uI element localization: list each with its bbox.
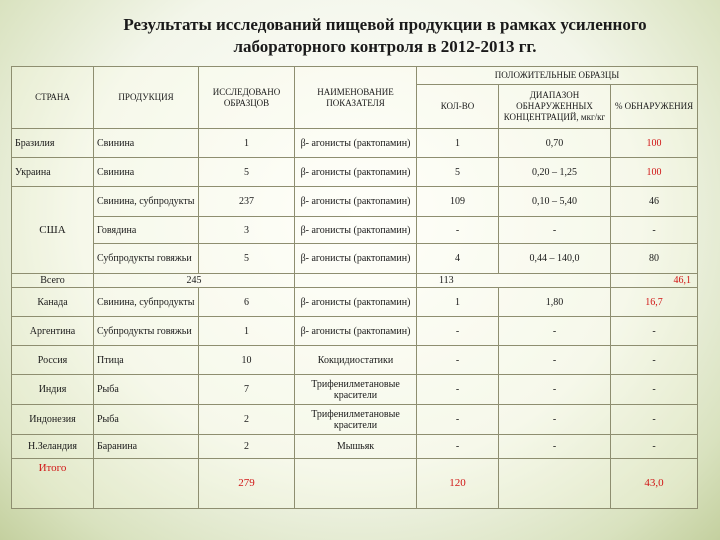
cell-indicator: β- агонисты (рактопамин)	[295, 129, 417, 158]
cell-product: Говядина	[94, 217, 199, 244]
cell-product: Свинина	[94, 129, 199, 158]
cell-product: Субпродукты говяжьи	[94, 244, 199, 274]
cell-percent: -	[611, 405, 698, 435]
cell-count: -	[417, 375, 499, 405]
cell-count: -	[417, 405, 499, 435]
cell-indicator: β- агонисты (рактопамин)	[295, 217, 417, 244]
cell-samples: 237	[199, 187, 295, 217]
cell-range: 0,70	[499, 129, 611, 158]
table-row	[12, 129, 698, 158]
cell-range: -	[499, 317, 611, 346]
header-country: СТРАНА	[12, 67, 94, 129]
cell-percent: -	[611, 217, 698, 244]
cell-indicator: β- агонисты (рактопамин)	[295, 288, 417, 317]
title-line-2: лабораторного контроля в 2012-2013 гг.	[233, 37, 537, 56]
cell-indicator: β- агонисты (рактопамин)	[295, 317, 417, 346]
table-row	[12, 435, 698, 459]
cell-product: Рыба	[94, 405, 199, 435]
cell-count: -	[417, 346, 499, 375]
cell-count: 1	[417, 129, 499, 158]
total-label: Всего	[12, 274, 94, 288]
grand-total-percent: 43,0	[611, 459, 698, 509]
cell-indicator: Трифенилметановые красители	[295, 405, 417, 435]
header-count: КОЛ-ВО	[417, 85, 499, 129]
cell-country: Россия	[12, 346, 94, 375]
cell-range: 0,20 – 1,25	[499, 158, 611, 187]
grand-total-row	[12, 459, 698, 509]
cell-percent: -	[611, 317, 698, 346]
header-indicator: НАИМЕНОВАНИЕ ПОКАЗАТЕЛЯ	[295, 67, 417, 129]
header-positive: ПОЛОЖИТЕЛЬНЫЕ ОБРАЗЦЫ	[417, 67, 698, 85]
cell-percent: 46	[611, 187, 698, 217]
cell-percent: 100	[611, 158, 698, 187]
cell-count: 5	[417, 158, 499, 187]
cell-range: -	[499, 346, 611, 375]
cell-samples: 10	[199, 346, 295, 375]
cell-range: -	[499, 435, 611, 459]
cell-country: США	[12, 187, 94, 274]
total-count: 113	[417, 274, 611, 288]
cell-count: -	[417, 435, 499, 459]
cell-indicator: Мышьяк	[295, 435, 417, 459]
cell-range: -	[499, 405, 611, 435]
cell-samples: 6	[199, 288, 295, 317]
results-table	[11, 66, 698, 509]
cell-percent: 100	[611, 129, 698, 158]
cell-indicator: β- агонисты (рактопамин)	[295, 244, 417, 274]
cell-indicator: Трифенилметановые красители	[295, 375, 417, 405]
header-product: ПРОДУКЦИЯ	[94, 67, 199, 129]
table-row	[12, 158, 698, 187]
cell-country: Украина	[12, 158, 94, 187]
total-samples: 245	[94, 274, 295, 288]
cell-product: Субпродукты говяжьи	[94, 317, 199, 346]
cell-product: Птица	[94, 346, 199, 375]
total-row	[12, 274, 698, 288]
table-row	[12, 288, 698, 317]
grand-total-samples: 279	[199, 459, 295, 509]
header-range: ДИАПАЗОН ОБНАРУЖЕННЫХ КОНЦЕНТРАЦИЙ, мкг/кг	[499, 85, 611, 129]
total-percent: 46,1	[611, 274, 698, 288]
table-row	[12, 346, 698, 375]
table-row	[12, 317, 698, 346]
cell-indicator: β- агонисты (рактопамин)	[295, 158, 417, 187]
cell-product: Рыба	[94, 375, 199, 405]
header-row-1	[12, 67, 698, 85]
cell-product: Свинина, субпродукты	[94, 187, 199, 217]
cell-country: Индия	[12, 375, 94, 405]
header-samples: ИССЛЕДОВАНО ОБРАЗЦОВ	[199, 67, 295, 129]
title-line-1: Результаты исследований пищевой продукции в рамках усиленного	[123, 15, 647, 34]
cell-country: Индонезия	[12, 405, 94, 435]
header-percent: % ОБНАРУЖЕНИЯ	[611, 85, 698, 129]
cell-samples: 5	[199, 158, 295, 187]
cell-percent: -	[611, 435, 698, 459]
cell-range: 1,80	[499, 288, 611, 317]
cell-count: 1	[417, 288, 499, 317]
cell-percent: -	[611, 346, 698, 375]
cell-count: 109	[417, 187, 499, 217]
table-row	[12, 405, 698, 435]
grand-total-label: Итого	[12, 459, 94, 509]
cell-percent: 80	[611, 244, 698, 274]
cell-range: -	[499, 375, 611, 405]
cell-samples: 1	[199, 317, 295, 346]
cell-samples: 3	[199, 217, 295, 244]
table-row	[12, 244, 698, 274]
cell-country: Аргентина	[12, 317, 94, 346]
cell-count: -	[417, 317, 499, 346]
cell-samples: 7	[199, 375, 295, 405]
cell-count: -	[417, 217, 499, 244]
cell-percent: 16,7	[611, 288, 698, 317]
cell-range: 0,44 – 140,0	[499, 244, 611, 274]
cell-samples: 5	[199, 244, 295, 274]
table-row	[12, 217, 698, 244]
cell-product: Свинина	[94, 158, 199, 187]
cell-percent: -	[611, 375, 698, 405]
table-row	[12, 187, 698, 217]
cell-product: Свинина, субпродукты	[94, 288, 199, 317]
cell-country: Н.Зеландия	[12, 435, 94, 459]
cell-range: -	[499, 217, 611, 244]
table-row	[12, 375, 698, 405]
cell-samples: 2	[199, 435, 295, 459]
page-title	[60, 14, 710, 58]
cell-range: 0,10 – 5,40	[499, 187, 611, 217]
cell-country: Канада	[12, 288, 94, 317]
cell-indicator: β- агонисты (рактопамин)	[295, 187, 417, 217]
grand-total-count: 120	[417, 459, 499, 509]
cell-samples: 2	[199, 405, 295, 435]
cell-samples: 1	[199, 129, 295, 158]
cell-count: 4	[417, 244, 499, 274]
cell-country: Бразилия	[12, 129, 94, 158]
cell-indicator: Кокцидиостатики	[295, 346, 417, 375]
cell-product: Баранина	[94, 435, 199, 459]
